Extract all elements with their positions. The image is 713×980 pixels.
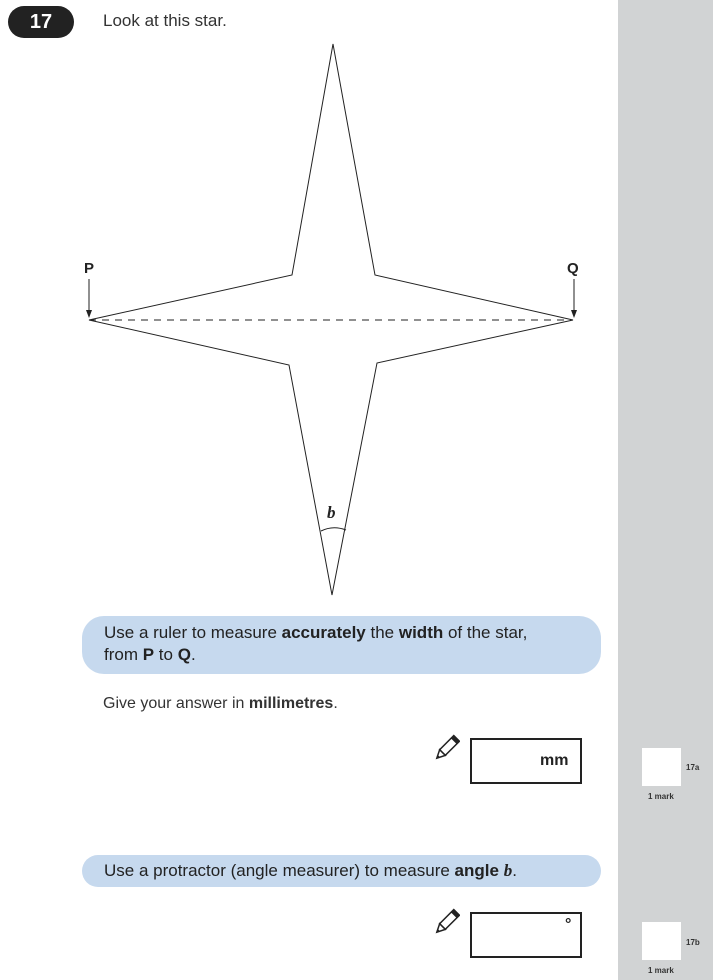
mark-id-17b: 17b xyxy=(686,938,700,947)
instruction-part-a xyxy=(82,616,601,674)
instruction-text: . xyxy=(190,645,196,664)
instruction-text: the xyxy=(365,623,399,642)
mark-text-17b: 1 mark xyxy=(648,966,674,975)
angle-b-label: b xyxy=(327,503,336,522)
mark-box-17b xyxy=(642,922,681,960)
mark-text-17a: 1 mark xyxy=(648,792,674,801)
instruction-bold: accurately xyxy=(281,623,366,642)
mark-id-17a: 17a xyxy=(686,763,700,772)
instruction-text: Use a protractor (angle measurer) to measure xyxy=(104,861,455,880)
question-number-badge: 17 xyxy=(8,6,74,38)
label-p: P xyxy=(84,260,95,277)
angle-b-arc xyxy=(321,528,346,531)
pencil-icon xyxy=(432,908,460,938)
unit-mm: mm xyxy=(540,752,569,769)
instruction-text: Use a ruler to measure xyxy=(104,623,282,642)
give-text: . xyxy=(333,695,338,712)
pencil-icon xyxy=(432,734,460,764)
instruction-text: to xyxy=(154,645,178,664)
question-intro: Look at this star. xyxy=(103,11,227,30)
instruction-text: . xyxy=(512,861,517,880)
p-arrow-head xyxy=(86,310,92,318)
q-arrow-head xyxy=(571,310,577,318)
instruction-text: from xyxy=(104,645,143,664)
instruction-part-b xyxy=(82,855,601,887)
instruction-bold: Q xyxy=(177,645,191,664)
marking-margin xyxy=(618,0,713,980)
answer-units-instruction xyxy=(103,695,338,713)
instruction-variable: b xyxy=(503,861,513,880)
mark-box-17a xyxy=(642,748,681,786)
instruction-bold: angle xyxy=(454,861,499,880)
unit-degree: ° xyxy=(565,916,572,933)
give-text: Give your answer in xyxy=(103,695,249,712)
label-q: Q xyxy=(567,260,579,277)
instruction-bold: P xyxy=(142,645,155,664)
give-bold: millimetres xyxy=(248,695,334,712)
instruction-text: of the star, xyxy=(443,623,528,642)
instruction-bold: width xyxy=(398,623,444,642)
